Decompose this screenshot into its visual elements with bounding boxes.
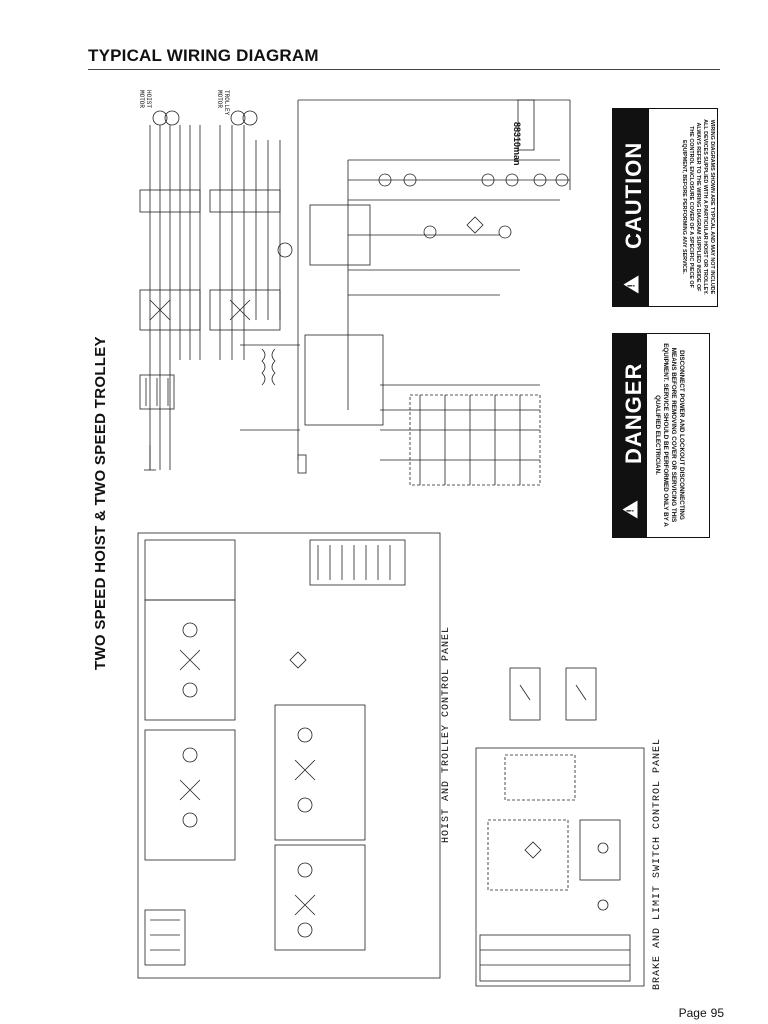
brake-panel-label: BRAKE AND LIMIT SWITCH CONTROL PANEL <box>652 737 663 990</box>
caution-heading: CAUTION <box>621 141 646 249</box>
page-number <box>679 1006 724 1020</box>
control-transformer <box>240 345 306 473</box>
hoist-panel-label: HOIST AND TROLLEY CONTROL PANEL <box>441 625 452 843</box>
caution-body: WIRING DIAGRAMS SHOWN ARE TYPICAL AND MAY NOT INCLUDE ALL DEVICES SUPPLIED WITH A PARTICULAR HOIST OR TROLLEY. ALWAYS REFER TO THE WIRING DIAGRAM SUPPLIED INSIDE OF THE CONTROL ENCLOSURE COVER OF A SPECIFIC PIECE OF EQUIPMENT, BEFORE PERFORMING ANY SERVICE. <box>681 119 715 295</box>
diagram-title: TWO SPEED HOIST & TWO SPEED TROLLEY <box>92 336 109 670</box>
contactor-groups <box>140 190 280 330</box>
hoist-motor-label: HOIST MOTOR <box>138 90 152 109</box>
danger-body: DISCONNECT POWER AND LOCKOUT DISCONNECTING MEANS BEFORE REMOVING COVER OR SERVICING THIS EQUIPMENT. SERVICE SHOULD BE PERFORMED ONLY BY A QUALIFIED ELECTRICIAN. <box>654 343 685 527</box>
caution-notice <box>612 108 718 307</box>
danger-heading: DANGER <box>621 362 646 464</box>
hoist-trolley-control-panel <box>138 533 440 978</box>
limit-switch-details <box>510 668 596 720</box>
brake-rectifier <box>278 205 383 425</box>
warning-triangle-icon <box>624 276 639 294</box>
page-number-value: 95 <box>710 1006 724 1020</box>
part-number: 88310man <box>512 122 522 166</box>
danger-notice <box>612 333 710 538</box>
page-label: Page <box>678 1006 707 1020</box>
fuse-block <box>140 375 174 470</box>
danger-header <box>613 334 647 537</box>
power-bus-lines <box>150 125 280 470</box>
caution-header <box>613 109 649 306</box>
brake-limit-switch-panel <box>476 748 644 986</box>
page-title: TYPICAL WIRING DIAGRAM <box>88 46 319 65</box>
control-ladder <box>298 100 570 485</box>
warning-triangle-icon <box>623 501 638 519</box>
trolley-motor-label: TROLLEY MOTOR <box>216 90 230 116</box>
motor-symbols <box>153 111 257 125</box>
